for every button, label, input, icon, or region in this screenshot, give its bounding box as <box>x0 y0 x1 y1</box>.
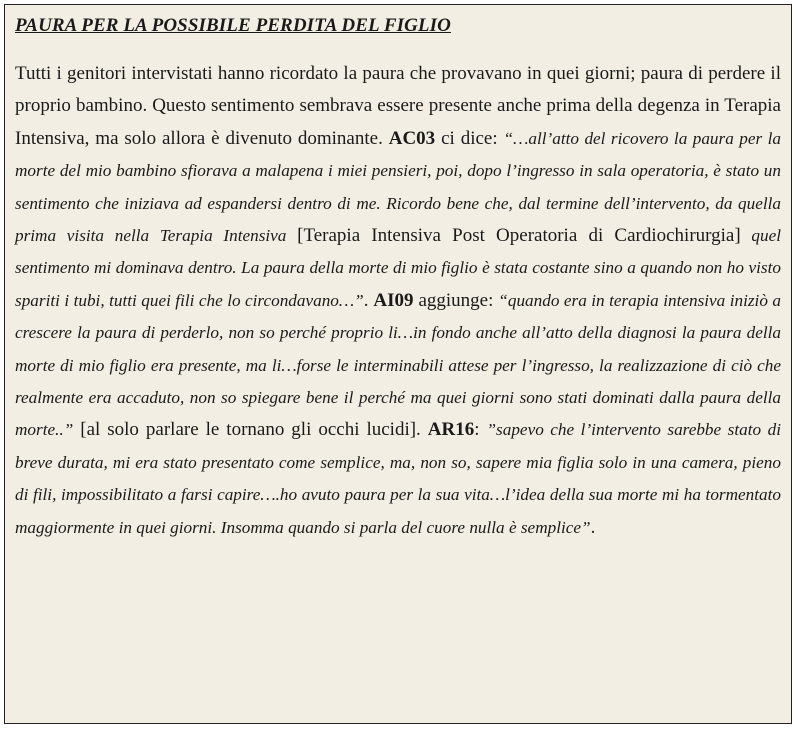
quote2-intro: aggiunge: <box>413 289 499 311</box>
interviewee-code-ai09: AI09 <box>373 289 414 311</box>
quote2-bracket: [al solo parlare le tornano gli occhi lucidi]. <box>73 419 428 441</box>
document-content <box>15 13 781 544</box>
quote1-end: . <box>363 289 374 311</box>
quote1-part2: quel sentimento mi dominava dentro. La paura della morte di mio figlio è stata costante sino a quando non ho visto spariti i tubi, tutti quei fili che lo circondavano…” <box>15 226 781 310</box>
quote1-intro: ci dice: <box>435 127 504 149</box>
text-box <box>4 4 792 724</box>
quote3-end: . <box>590 516 596 538</box>
section-title: PAURA PER LA POSSIBILE PERDITA DEL FIGLIO <box>15 15 451 36</box>
quote3-intro: : <box>474 419 487 441</box>
body-paragraph <box>15 58 781 544</box>
interviewee-code-ar16: AR16 <box>427 419 475 441</box>
quote2-text: “quando era in terapia intensiva iniziò a crescere la paura di perderlo, non so perché proprio li…in fondo anche all’atto della diagnosi la paura della morte di mio figlio era presente, ma li…forse le interminabili attese per l’ingresso, la realizzazione di ciò che realmente era accaduto, non so spiegare bene il perché ma quei giorni sono stati dominati dalla paura della morte..” <box>15 290 781 440</box>
interviewee-code-ac03: AC03 <box>388 127 436 149</box>
quote1-bracket: [Terapia Intensiva Post Operatoria di Cardiochirurgia] <box>297 225 741 247</box>
quote1-part1: “…all’atto del ricovero la paura per la morte del mio bambino sfiorava a malapena i miei pensieri, poi, dopo l’ingresso in sala operatoria, è stato un sentimento che iniziava ad espandersi dentro di me. Ricordo bene che, dal termine dell’intervento, da quella prima visita nella Terapia Intensiva <box>15 128 781 246</box>
intro-text: Tutti i genitori intervistati hanno ricordato la paura che provavano in quei giorni; paura di perdere il proprio bambino. Questo sentimento sembrava essere presente anche prima della degenza in Terapia Intensiva, ma solo allora è divenuto dominante. <box>15 63 781 149</box>
quote3-text: ”sapevo che l’intervento sarebbe stato di breve durata, mi era stato presentato come semplice, ma, non so, sapere mia figlia solo in una camera, pieno di fili, impossibilitato a farsi capire….ho avuto paura per la sua vita…l’idea della sua morte mi ha tormentato maggiormente in quei giorni. Insomma quando si parla del cuore nulla è semplice” <box>15 420 781 537</box>
